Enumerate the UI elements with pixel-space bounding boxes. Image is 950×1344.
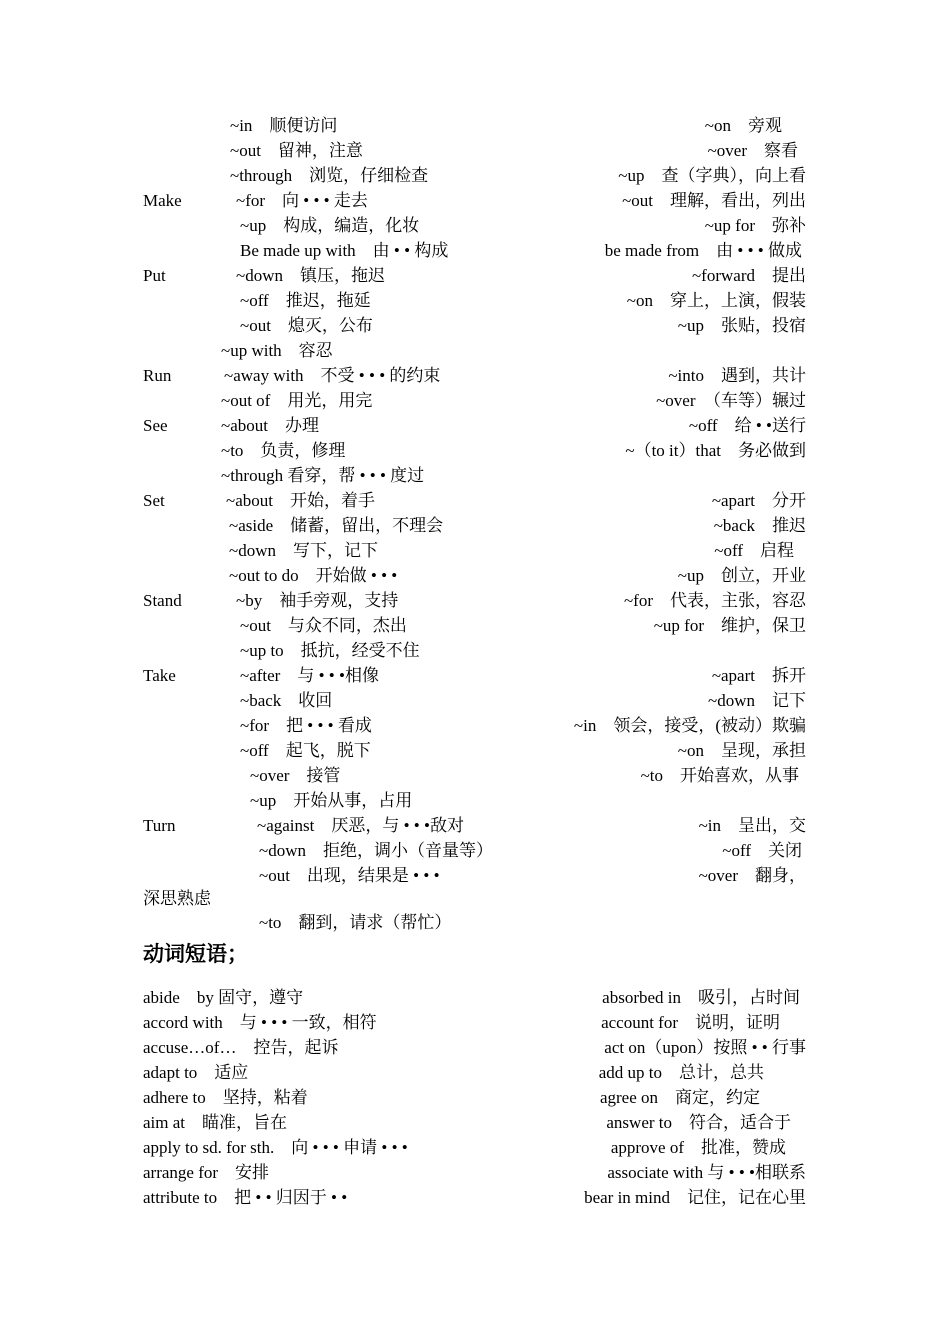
phrase-entry: ~to 负责，修理 xyxy=(221,441,346,460)
phrase-entry: ~after 与 • • •相像 xyxy=(240,666,379,685)
verb-phrase-entry: associate with 与 • • •相联系 xyxy=(607,1163,806,1182)
phrase-head-word: Make xyxy=(143,191,182,210)
phrase-entry: ~away with 不受 • • • 的约束 xyxy=(224,366,441,385)
phrase-head-word: See xyxy=(143,416,168,435)
phrase-entry: ~on 旁观 xyxy=(704,116,782,135)
phrase-entry: ~up to 抵抗，经受不住 xyxy=(240,641,420,660)
phrase-entry: ~down 记下 xyxy=(708,691,806,710)
verb-phrase-entry: adhere to 坚持，粘着 xyxy=(143,1088,308,1107)
verb-phrase-entry: agree on 商定，约定 xyxy=(599,1088,760,1107)
phrase-entry: ~apart 分开 xyxy=(711,491,806,510)
verb-phrase-entry: absorbed in 吸引，占时间 xyxy=(602,988,800,1007)
phrase-entry: ~up for 弥补 xyxy=(704,216,806,235)
phrase-entry: ~off 给 • •送行 xyxy=(688,416,806,435)
phrase-entry: ~for 向 • • • 走去 xyxy=(236,191,368,210)
phrase-entry: ~down 镇压，拖迟 xyxy=(236,266,385,285)
phrase-entry: ~down 写下，记下 xyxy=(229,541,378,560)
phrase-entry: ~up 查（字典），向上看 xyxy=(618,166,806,185)
phrase-entry: ~in 呈出，交 xyxy=(698,816,806,835)
phrase-entry: ~over （车等）辗过 xyxy=(656,391,806,410)
phrase-entry: ~apart 拆开 xyxy=(711,666,806,685)
phrase-entry: ~out 出现，结果是 • • • xyxy=(259,866,440,885)
phrase-entry: ~into 遇到，共计 xyxy=(668,366,806,385)
verb-phrase-entry: aim at 瞄准，旨在 xyxy=(143,1113,288,1132)
phrase-entry: ~to 翻到，请求（帮忙） xyxy=(259,913,452,932)
phrase-entry: ~off 推迟，拖延 xyxy=(240,291,371,310)
phrase-entry: ~by 袖手旁观，支持 xyxy=(236,591,399,610)
phrase-entry: ~up for 维护，保卫 xyxy=(653,616,806,635)
phrase-entry: ~back 推迟 xyxy=(713,516,806,535)
phrase-head-word: Put xyxy=(143,266,166,285)
verb-phrase-entry: account for 说明，证明 xyxy=(601,1013,780,1032)
phrase-entry: ~for 代表，主张，容忍 xyxy=(623,591,806,610)
phrase-entry: ~up with 容忍 xyxy=(221,341,333,360)
phrase-entry: ~out to do 开始做 • • • xyxy=(229,566,398,585)
phrase-entry: ~out 熄灭，公布 xyxy=(240,316,373,335)
phrase-entry: ~to 开始喜欢，从事 xyxy=(640,766,799,785)
phrase-entry: ~up 开始从事，占用 xyxy=(250,791,413,810)
phrase-entry: ~off 启程 xyxy=(714,541,794,560)
phrase-head-word: Take xyxy=(143,666,176,685)
phrase-entry: ~over 察看 xyxy=(707,141,798,160)
section-title: 动词短语； xyxy=(143,942,248,966)
verb-phrase-entry: add up to 总计，总共 xyxy=(598,1063,764,1082)
verb-phrase-entry: accuse…of… 控告，起诉 xyxy=(143,1038,339,1057)
phrase-head-word: Stand xyxy=(143,591,182,610)
phrase-entry: ~about 开始，着手 xyxy=(226,491,375,510)
phrase-entry: ~down 拒绝，调小（音量等） xyxy=(259,841,493,860)
phrase-entry: ~forward 提出 xyxy=(691,266,806,285)
phrase-head-word: Set xyxy=(143,491,165,510)
phrase-entry: ~over 翻身， xyxy=(698,866,806,885)
verb-phrase-entry: attribute to 把 • • 归因于 • • xyxy=(143,1188,348,1207)
phrase-entry: ~on 穿上，上演，假装 xyxy=(626,291,806,310)
verb-phrase-entry: adapt to 适应 xyxy=(143,1063,249,1082)
phrase-entry: ~on 呈现，承担 xyxy=(677,741,806,760)
phrase-entry: ~against 厌恶，与 • • •敌对 xyxy=(257,816,464,835)
phrase-head-word: 深思熟虑 xyxy=(143,889,211,908)
phrase-entry: ~off 关闭 xyxy=(722,841,802,860)
phrase-entry: ~up 张贴，投宿 xyxy=(677,316,806,335)
phrase-entry: ~over 接管 xyxy=(250,766,341,785)
verb-phrase-entry: act on（upon）按照 • • 行事 xyxy=(604,1038,806,1057)
phrase-entry: ~up 构成，编造，化妆 xyxy=(240,216,420,235)
phrase-entry: ~in 顺便访问 xyxy=(230,116,338,135)
phrase-entry: ~aside 储蓄，留出，不理会 xyxy=(229,516,444,535)
phrase-entry: Be made up with 由 • • 构成 xyxy=(240,241,449,260)
phrase-entry: ~out 留神，注意 xyxy=(230,141,363,160)
verb-phrase-entry: abide by 固守，遵守 xyxy=(143,988,304,1007)
verb-phrase-entry: arrange for 安排 xyxy=(143,1163,270,1182)
phrase-head-word: Turn xyxy=(143,816,176,835)
phrase-entry: ~back 收回 xyxy=(240,691,333,710)
verb-phrase-entry: accord with 与 • • • 一致，相符 xyxy=(143,1013,377,1032)
phrase-entry: ~in 领会，接受，(被动）欺骗 xyxy=(573,716,806,735)
verb-phrase-entry: approve of 批准，赞成 xyxy=(610,1138,786,1157)
phrase-entry: ~out of 用光，用完 xyxy=(221,391,373,410)
phrase-head-word: Run xyxy=(143,366,172,385)
verb-phrase-entry: answer to 符合，适合于 xyxy=(606,1113,791,1132)
phrase-entry: ~through 看穿，帮 • • • 度过 xyxy=(221,466,425,485)
phrase-entry: be made from 由 • • • 做成 xyxy=(604,241,802,260)
verb-phrase-entry: bear in mind 记住，记在心里 xyxy=(584,1188,806,1207)
phrase-entry: ~for 把 • • • 看成 xyxy=(240,716,372,735)
verb-phrase-entry: apply to sd. for sth. 向 • • • 申请 • • • xyxy=(143,1138,408,1157)
phrase-entry: ~（to it）that 务必做到 xyxy=(625,441,806,460)
phrase-entry: ~about 办理 xyxy=(221,416,319,435)
phrase-entry: ~through 浏览，仔细检查 xyxy=(230,166,429,185)
phrase-entry: ~out 理解，看出，列出 xyxy=(622,191,806,210)
phrase-entry: ~out 与众不同，杰出 xyxy=(240,616,407,635)
phrase-entry: ~up 创立，开业 xyxy=(677,566,806,585)
phrase-entry: ~off 起飞，脱下 xyxy=(240,741,371,760)
